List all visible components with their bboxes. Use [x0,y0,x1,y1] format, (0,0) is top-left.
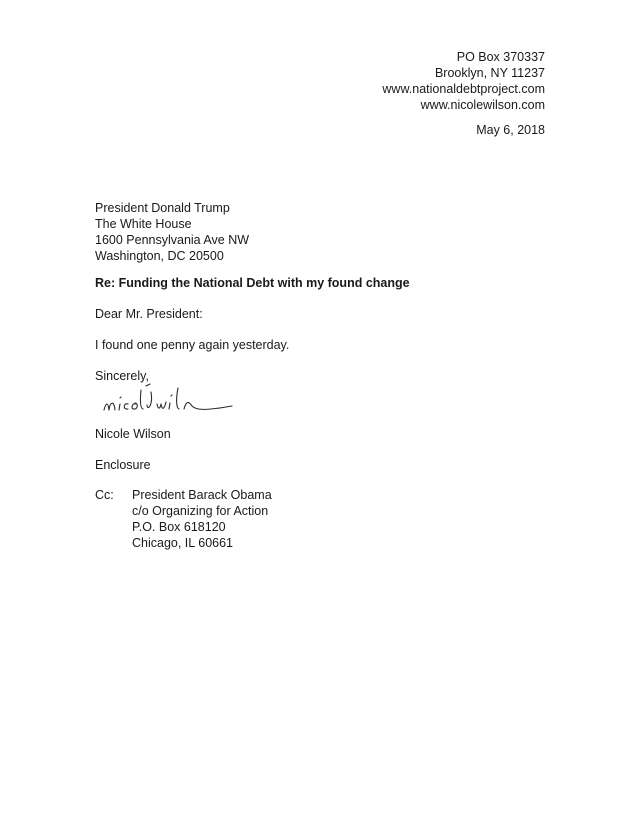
recipient-line: 1600 Pennsylvania Ave NW [95,233,250,247]
return-address [382,49,545,113]
recipient-line: President Donald Trump [95,201,230,215]
cc-line: President Barack Obama [132,488,272,502]
cc-line: c/o Organizing for Action [132,504,269,518]
recipient-address [95,200,249,264]
recipient-line: Washington, DC 20500 [95,249,224,263]
closing: Sincerely, [95,369,149,383]
cc-recipient [132,487,272,551]
return-address-line: PO Box 370337 [456,50,545,64]
letter-date: May 6, 2018 [476,123,545,137]
return-address-line: Brooklyn, NY 11237 [434,66,545,80]
handwritten-signature [100,380,240,420]
letter-body: I found one penny again yesterday. [95,338,290,352]
salutation: Dear Mr. President: [95,307,203,321]
cc-label: Cc: [95,488,114,502]
website-link: www.nicolewilson.com [420,98,545,112]
subject-line: Re: Funding the National Debt with my found change [95,276,410,290]
cc-line: P.O. Box 618120 [132,520,226,534]
recipient-line: The White House [95,217,192,231]
cc-line: Chicago, IL 60661 [132,536,234,550]
signer-name: Nicole Wilson [95,427,171,441]
enclosure-note: Enclosure [95,458,151,472]
website-link: www.nationaldebtproject.com [382,82,545,96]
